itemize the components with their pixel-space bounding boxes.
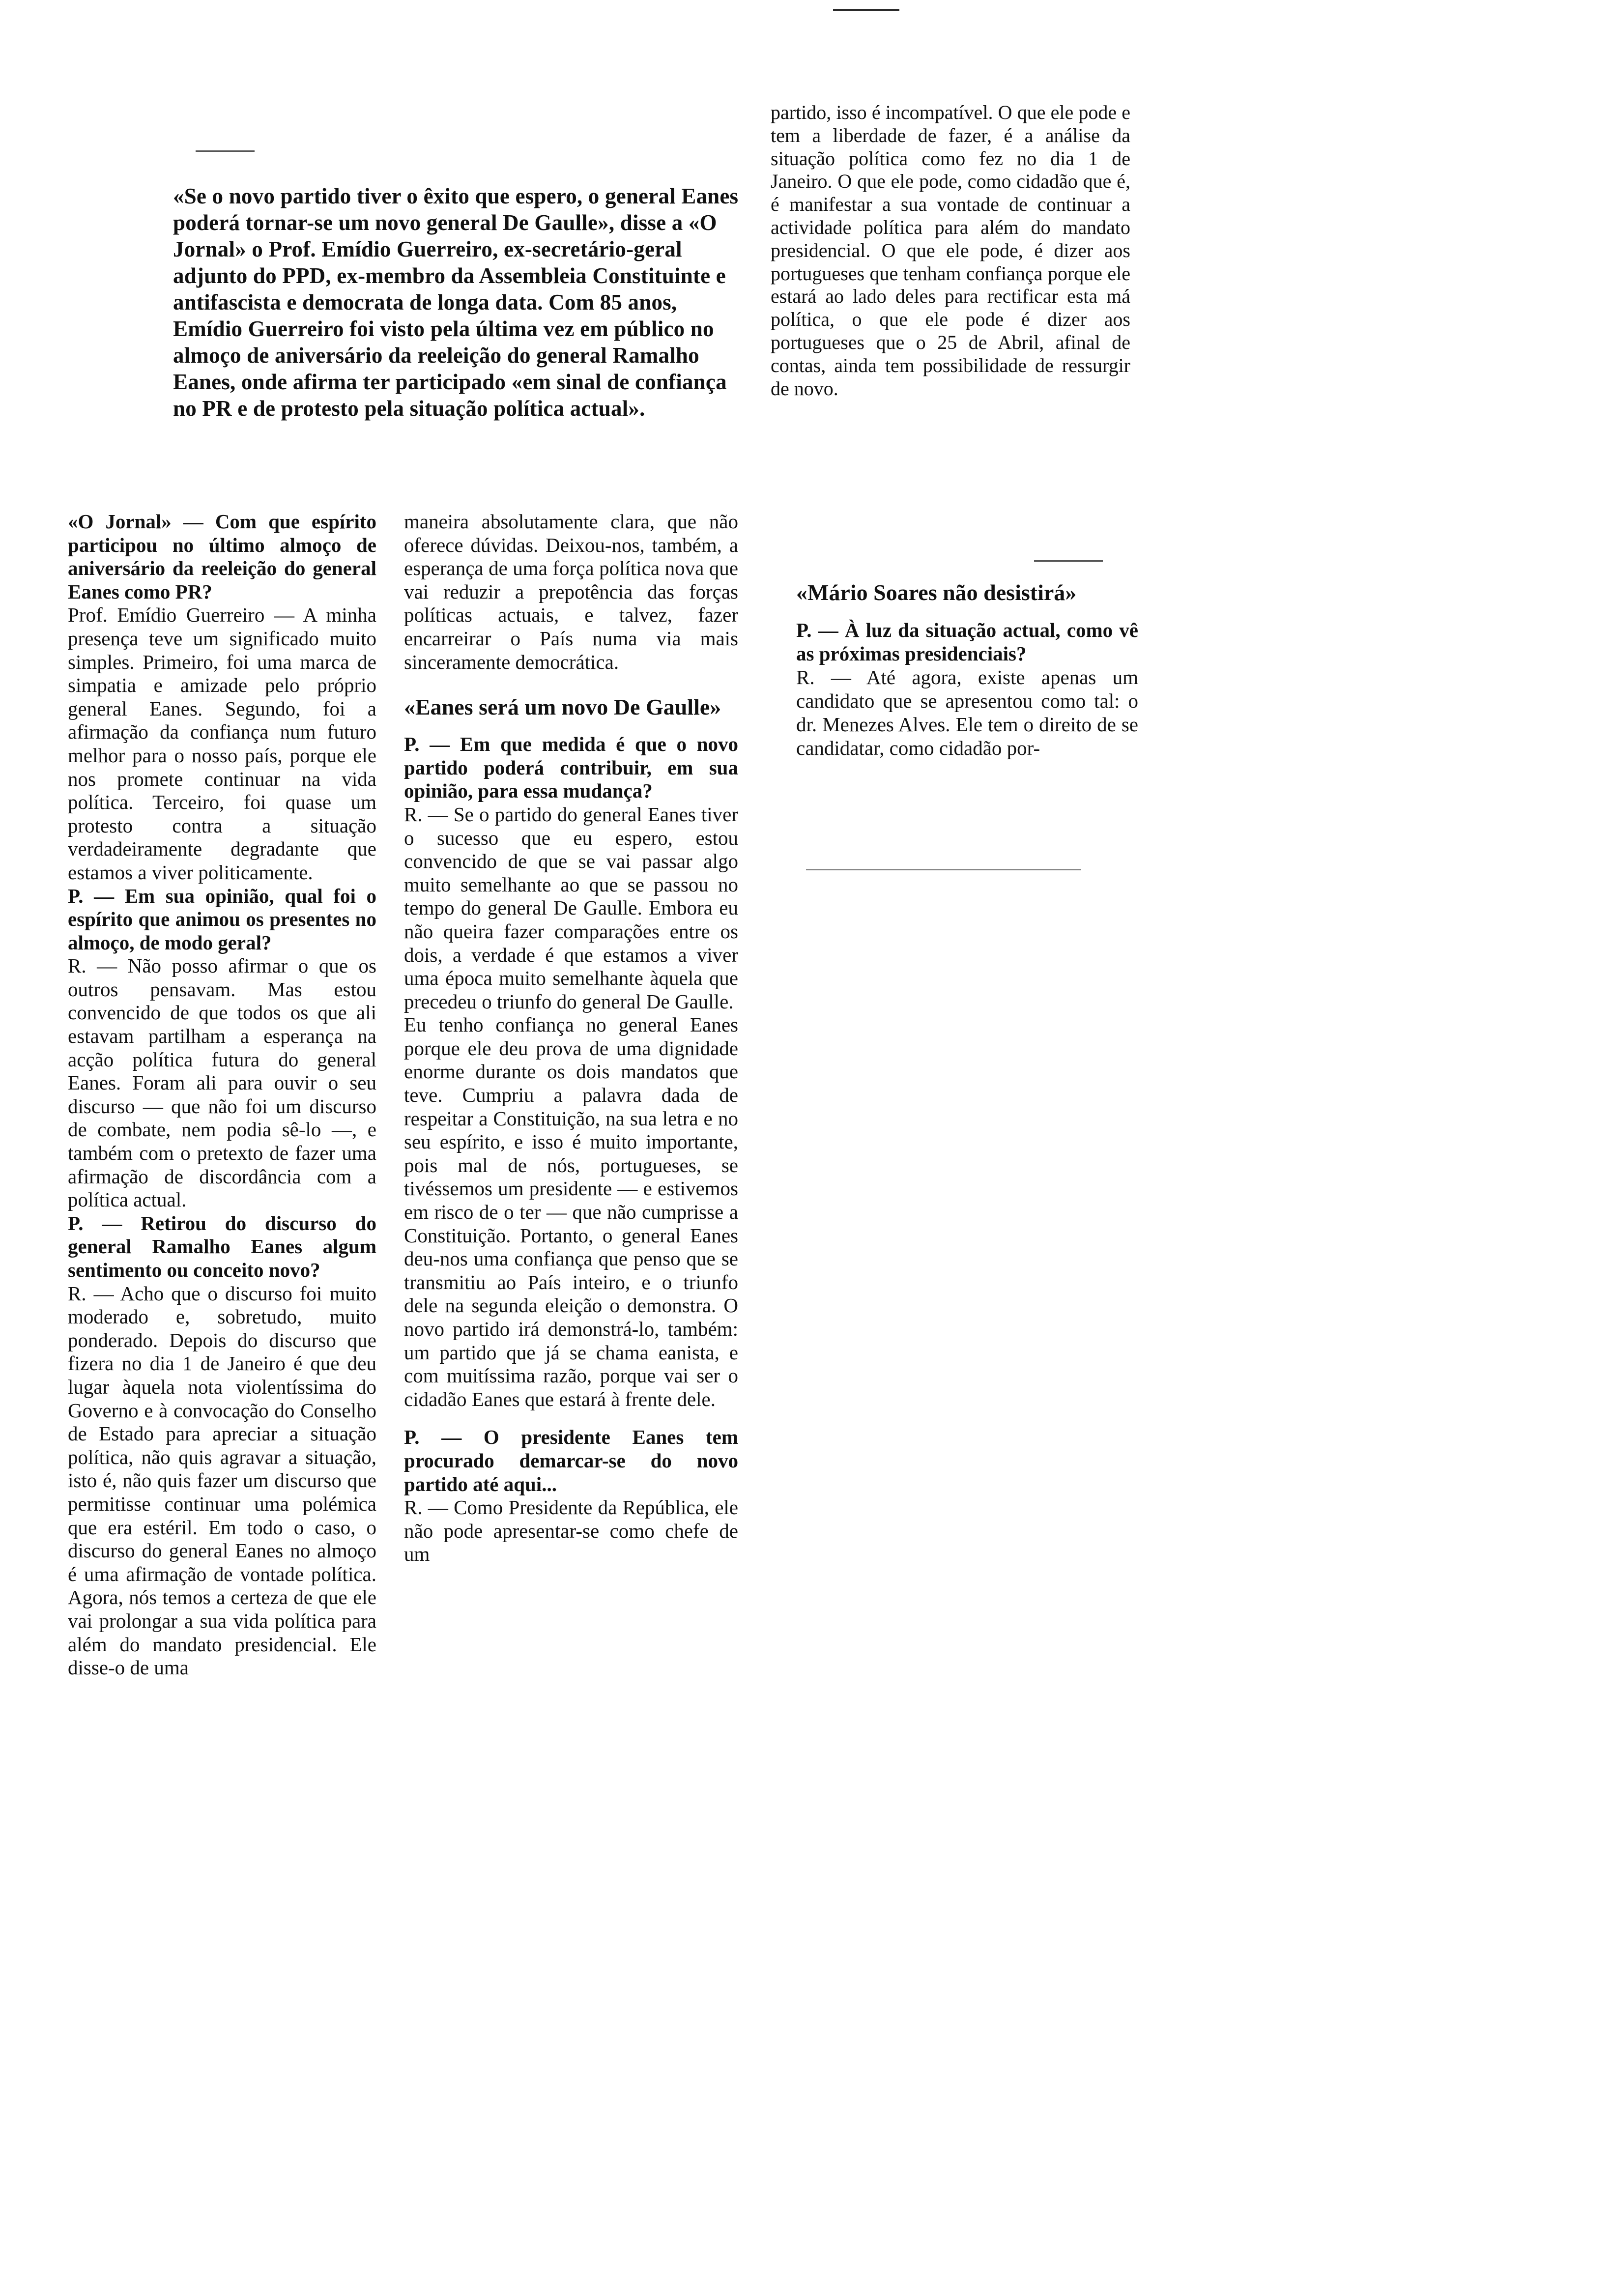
answer-paragraph: Eu tenho confiança no general Eanes porque ele deu prova de uma dignidade enorme durante os dois mandatos que teve. Cumpriu a palavra dada de respeitar a Constituição, na sua letra e no seu espírito, e isso é muito importante, pois mal de nós, portugueses, se tivéssemos um presidente — e estivemos em risco de o ter — que não cumprisse a Constituição. Portanto, o general Eanes deu-nos uma confiança que penso que se transmitiu ao País inteiro, e o triunfo dele na segunda eleição o demonstra. O novo partido irá demonstrá-lo, também: um partido que já se chama eanista, e com muitíssima razão, porque vai ser o cidadão Eanes que estará à frente dele. [404, 1013, 738, 1410]
continuation-paragraph: maneira absolutamente clara, que não oferece dúvidas. Deixou-nos, também, a esperança de uma força política nova que vai reduzir a prepotência das forças políticas actuais, e talvez, fazer encarreirar o País numa via mais sinceramente democrática. [404, 510, 738, 673]
question-paragraph: «O Jornal» — Com que espírito participou no último almoço de aniversário da reeleição do general Eanes como PR? [68, 510, 376, 603]
answer-paragraph: Prof. Emídio Guerreiro — A minha presença teve um significado muito simples. Primeiro, foi uma marca de simpatia e amizade pelo próprio general Eanes. Segundo, foi a afirmação da confiança num futuro melhor para o nosso país, porque ele nos promete continuar na vida política. Terceiro, foi quase um protesto contra a situação verdadeiramente degradante que estamos a viver politicamente. [68, 603, 376, 884]
question-paragraph: P. — Retirou do discurso do general Ramalho Eanes algum sentimento ou conceito novo? [68, 1211, 376, 1281]
question-paragraph: P. — Em que medida é que o novo partido poderá contribuir, em sua opinião, para essa mudança? [404, 733, 738, 803]
continuation-paragraph: partido, isso é incompatível. O que ele pode e tem a liberdade de fazer, é a análise da situação política como fez no dia 1 de Janeiro. O que ele pode, como cidadão que é, é manifestar a sua vontade de continuar a actividade política para além do mandato presidencial. O que ele pode, é dizer aos portugueses que tenham confiança porque ele estará ao lado deles para rectificar esta má política, o que ele pode é dizer aos portugueses que o 25 de Abril, afinal de contas, ainda tem possibilidade de ressurgir de novo. [771, 101, 1130, 400]
article-column-2 [404, 510, 738, 1566]
article-lead: «Se o novo partido tiver o êxito que espero, o general Eanes poderá tornar-se um novo general De Gaulle», disse a «O Jornal» o Prof. Emídio Guerreiro, ex-secretário-geral adjunto do PPD, ex-membro da Assembleia Constituinte e antifascista e democrata de longa data. Com 85 anos, Emídio Guerreiro foi visto pela última vez em público no almoço de aniversário da reeleição do general Ramalho Eanes, onde afirma ter participado «em sinal de confiança no PR e de protesto pela situação política actual». [173, 184, 739, 421]
top-rule [833, 9, 899, 11]
question-paragraph: P. — À luz da situação actual, como vê as próximas presidenciais? [796, 619, 1138, 665]
answer-paragraph: R. — Se o partido do general Eanes tiver o sucesso que eu espero, estou convencido de que se vai passar algo muito semelhante ao que se passou no tempo do general De Gaulle. Embora eu não queira fazer comparações entre os dois, a verdade é que estamos a viver uma época muito semelhante àquela que precedeu o triunfo do general De Gaulle. [404, 803, 738, 1013]
article-column-1 [68, 510, 376, 1680]
article-column-4 [796, 580, 1138, 760]
article-column-3 [771, 101, 1130, 400]
subheading-mario-soares: «Mário Soares não desistirá» [796, 580, 1077, 605]
answer-paragraph: R. — Como Presidente da República, ele não pode apresentar-se como chefe de um [404, 1496, 738, 1566]
answer-paragraph: R. — Até agora, existe apenas um candidato que se apresentou como tal: o dr. Menezes Alves. Ele tem o direito de se candidatar, como cidadão por- [796, 666, 1138, 759]
answer-paragraph: R. — Não posso afirmar o que os outros pensavam. Mas estou convencido de que todos os que ali estavam partilham a esperança na acção política futura do general Eanes. Foram ali para ouvir o seu discurso — que não foi um discurso de combate, nem podia sê-lo —, e também com o pretexto de fazer uma afirmação de discordância com a política actual. [68, 954, 376, 1211]
answer-paragraph: R. — Acho que o discurso foi muito moderado e, sobretudo, muito ponderado. Depois do discurso que fizera no dia 1 de Janeiro é que deu lugar àquela nota violentíssima do Governo e à convocação do Conselho de Estado para apreciar a situação política, não quis agravar a situação, isto é, não quis fazer um discurso que permitisse continuar uma polémica que era estéril. Em todo o caso, o discurso do general Eanes no almoço é uma afirmação de vontade política. Agora, nós temos a certeza de que ele vai prolongar a sua vida política para além do mandato presidencial. Ele disse-o de uma [68, 1282, 376, 1679]
subheading-de-gaulle: «Eanes será um novo De Gaulle» [404, 694, 721, 720]
scan-artifact [196, 150, 255, 152]
scan-artifact [806, 869, 1081, 870]
question-paragraph: P. — O presidente Eanes tem procurado demarcar-se do novo partido até aqui... [404, 1426, 738, 1495]
scan-artifact [1034, 560, 1103, 562]
question-paragraph: P. — Em sua opinião, qual foi o espírito que animou os presentes no almoço, de modo geral? [68, 884, 376, 954]
